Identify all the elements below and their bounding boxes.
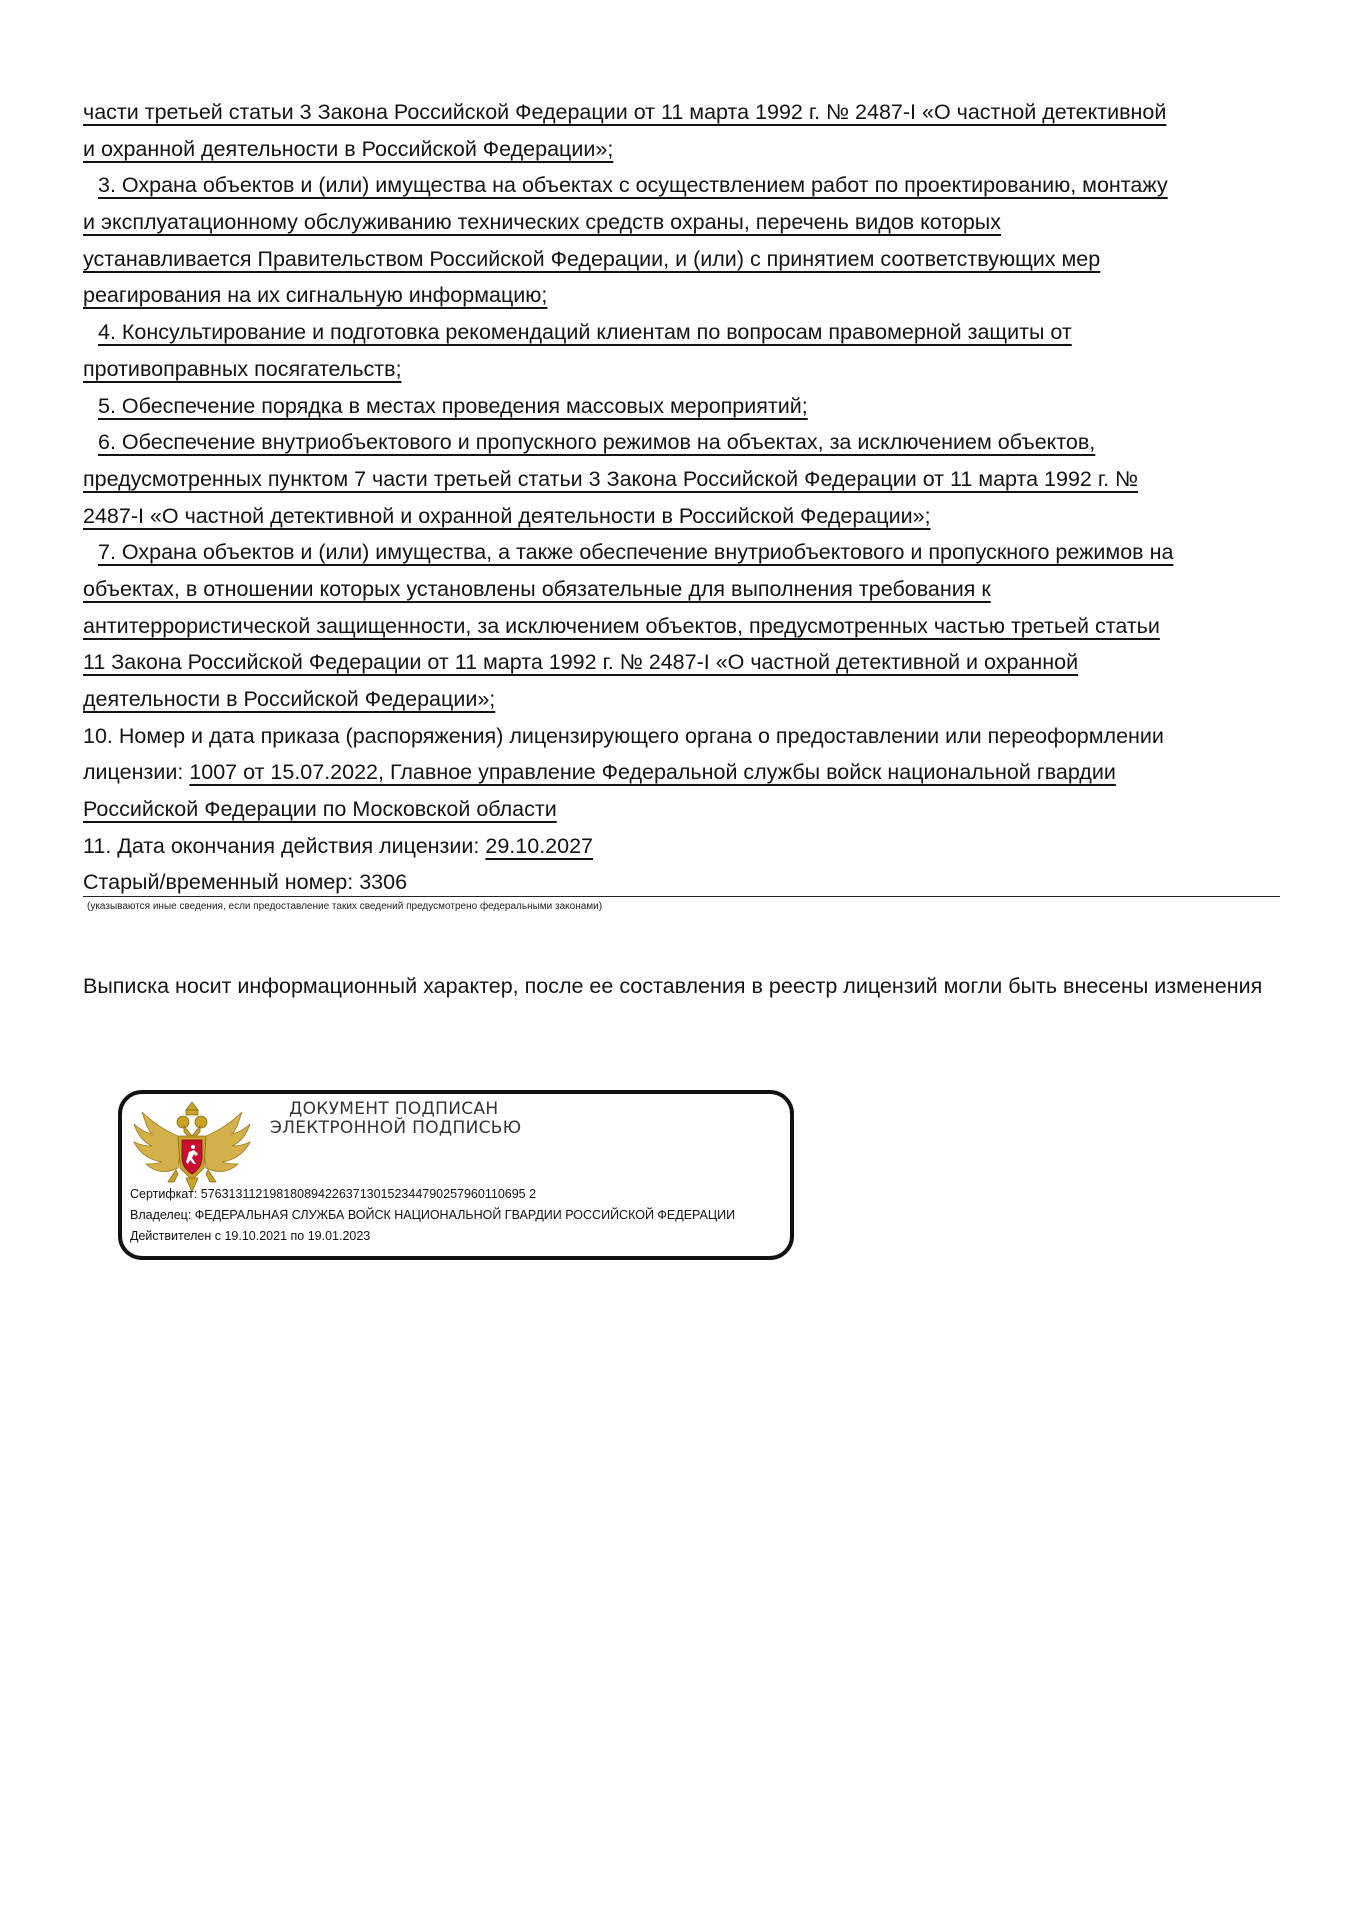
content-line: [83, 277, 1283, 314]
content-line: [83, 131, 1283, 168]
section-10-line-3: [83, 791, 1283, 828]
section-10-line-2: [83, 754, 1283, 791]
content-line-text: и охранной деятельности в Российской Федерации»;: [83, 136, 614, 161]
content-line: [83, 571, 1283, 608]
license-extract-body: [83, 94, 1283, 914]
section-10-line-1: [83, 718, 1283, 755]
content-line-text: 7. Охрана объектов и (или) имущества, а также обеспечение внутриобъектового и пропускного режимов на: [98, 540, 1174, 565]
content-line: [83, 681, 1283, 718]
content-line: [83, 608, 1283, 645]
content-line: [83, 204, 1283, 241]
content-line: [83, 498, 1283, 535]
rosgvardia-emblem-icon: [128, 1098, 256, 1194]
content-line-text: противоправных посягательств;: [83, 356, 402, 381]
content-line-text: деятельности в Российской Федерации»;: [83, 687, 496, 711]
content-line-text: предусмотренных пунктом 7 части третьей статьи 3 Закона Российской Федерации от 11 марта 1992 г. №: [83, 466, 1139, 491]
content-line-text: реагирования на их сигнальную информацию;: [83, 283, 548, 308]
content-line: [83, 241, 1283, 278]
content-line-text: 4. Консультирование и подготовка рекомендаций клиентам по вопросам правомерной защиты от: [98, 320, 1072, 345]
content-line-text: 2487-I «О частной детективной и охранной деятельности в Российской Федерации»;: [83, 503, 931, 528]
certificate-number: Сертифкат: 57631311219818089422637130152344790257960110695 2: [130, 1187, 537, 1201]
content-line: [83, 167, 1283, 204]
footnote: (указываются иные сведения, если предоставление таких сведений предусмотрено федеральными законами): [87, 901, 603, 913]
content-line: [83, 314, 1283, 351]
content-line: [83, 388, 1283, 425]
order-number-value: 1007 от 15.07.2022, Главное управление Федеральной службы войск национальной гвардии: [189, 760, 1116, 785]
content-line-text: объектах, в отношении которых установлены обязательные для выполнения требования к: [83, 576, 991, 601]
stamp-title-line-2: ЭЛЕКТРОННОЙ ПОДПИСЬЮ: [270, 1118, 522, 1138]
old-number-rule: [83, 896, 1280, 897]
expiry-label: 11. Дата окончания действия лицензии:: [83, 833, 486, 858]
content-line: [83, 424, 1283, 461]
old-number-row: [83, 864, 1283, 901]
content-line: [83, 94, 1283, 131]
content-line-text: 6. Обеспечение внутриобъектового и пропускного режимов на объектах, за исключением объектов,: [98, 430, 1096, 455]
section-10-prefix: лицензии:: [83, 760, 190, 785]
content-line: [83, 644, 1283, 681]
section-10-label: 10. Номер и дата приказа (распоряжения) лицензирующего органа о предоставлении или переоформлении: [83, 723, 1164, 748]
licensing-authority-value: Российской Федерации по Московской области: [83, 797, 557, 822]
content-line-text: антитеррористической защищенности, за исключением объектов, предусмотренных частью третьей статьи: [83, 613, 1160, 638]
certificate-validity: Действителен с 19.10.2021 по 19.01.2023: [130, 1229, 371, 1243]
content-line-text: части третьей статьи 3 Закона Российской Федерации от 11 марта 1992 г. № 2487-I «О частной детективной: [83, 100, 1167, 124]
content-line: [83, 534, 1283, 571]
content-line-text: и эксплуатационному обслуживанию технических средств охраны, перечень видов которых: [83, 210, 1002, 235]
stamp-info: [130, 1184, 735, 1247]
expiry-date-value: 29.10.2027: [485, 833, 593, 858]
content-line: [83, 351, 1283, 388]
content-line: [83, 461, 1283, 498]
certificate-owner: Владелец: ФЕДЕРАЛЬНАЯ СЛУЖБА ВОЙСК НАЦИОНАЛЬНОЙ ГВАРДИИ РОССИЙСКОЙ ФЕДЕРАЦИИ: [130, 1208, 736, 1222]
old-number-text: Старый/временный номер: 3306: [83, 870, 408, 895]
content-line-text: устанавливается Правительством Российской Федерации, и (или) с принятием соответствующих мер: [83, 246, 1101, 271]
electronic-signature-stamp: [118, 1090, 794, 1260]
activity-list: [83, 94, 1283, 718]
stamp-title-line-1: ДОКУМЕНТ ПОДПИСАН: [289, 1099, 499, 1119]
content-line-text: 11 Закона Российской Федерации от 11 марта 1992 г. № 2487-I «О частной детективной и охранной: [83, 650, 1079, 675]
content-line-text: 3. Охрана объектов и (или) имущества на объектах с осуществлением работ по проектированию, монтажу: [98, 173, 1168, 198]
stamp-title: [270, 1100, 521, 1138]
content-line-text: 5. Обеспечение порядка в местах проведения массовых мероприятий;: [98, 393, 808, 418]
section-11: [83, 828, 1283, 865]
informational-note: Выписка носит информационный характер, после ее составления в реестр лицензий могли быть внесены изменения: [83, 974, 1263, 998]
